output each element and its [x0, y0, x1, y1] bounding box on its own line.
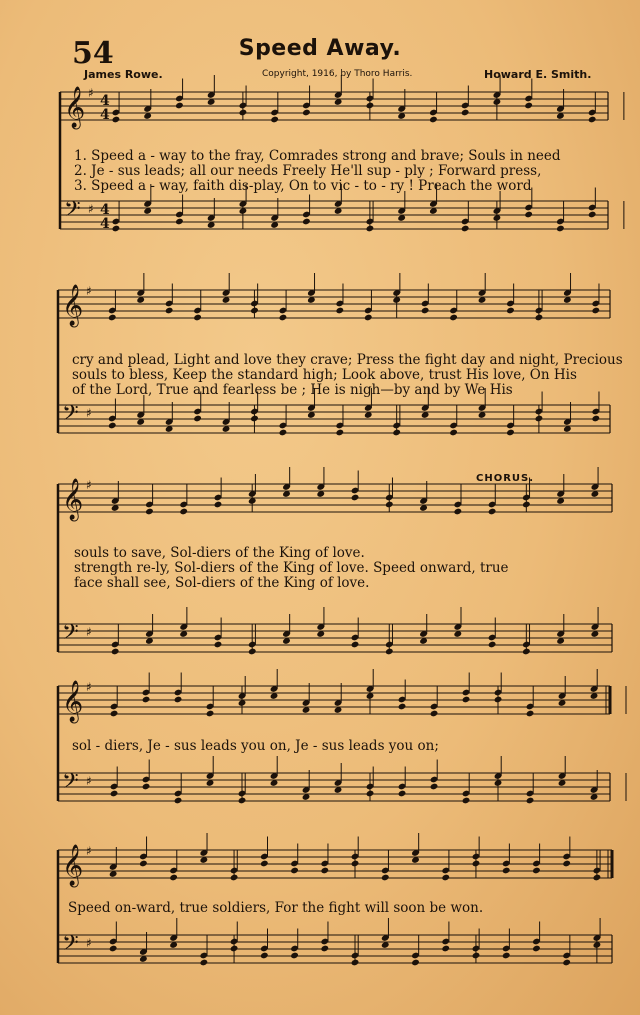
note-head	[562, 860, 571, 868]
note-head	[175, 218, 184, 226]
note-head	[488, 641, 497, 649]
time-signature: 4	[100, 93, 110, 109]
sharp-key-signature: ♯	[86, 936, 92, 950]
bass-clef: 𝄢	[62, 769, 79, 799]
note-head	[320, 867, 329, 875]
lyric-verse-2: 2. Je - sus leads; all our needs Freely He'll sup - ply ; Forward press,	[74, 163, 542, 179]
note-head	[562, 959, 571, 967]
note-head	[535, 415, 544, 423]
sharp-key-signature: ♯	[86, 844, 92, 858]
note-head	[108, 422, 117, 430]
note-head	[335, 307, 344, 315]
note-head	[462, 797, 471, 805]
note-head	[110, 790, 119, 798]
note-head	[250, 307, 259, 315]
note-head	[461, 225, 470, 233]
note-head	[174, 797, 183, 805]
note-head	[239, 109, 248, 117]
note-head	[453, 508, 462, 516]
bass-clef: 𝄢	[62, 401, 79, 431]
note-head	[174, 696, 183, 704]
note-head	[506, 307, 515, 315]
note-head	[165, 307, 174, 315]
lyricist-credit: James Rowe.	[84, 68, 163, 81]
lyric-chorus: sol - diers, Je - sus leads you on, Je - sus leads you on;	[72, 738, 439, 754]
copyright-notice: Copyright, 1916, by Thoro Harris.	[262, 69, 413, 79]
note-head	[108, 314, 117, 322]
note-head	[110, 710, 119, 718]
treble-clef: 𝄞	[64, 87, 86, 128]
note-head	[145, 508, 154, 516]
note-head	[206, 710, 215, 718]
note-head	[351, 860, 360, 868]
treble-clef: 𝄞	[62, 479, 84, 520]
lyric-verse-1: 1. Speed a - way to the fray, Comrades strong and brave; Souls in need	[74, 148, 561, 164]
note-head	[279, 429, 288, 437]
treble-clef: 𝄞	[62, 845, 84, 886]
lyric-verse-1: souls to save, Sol-diers of the King of love.	[74, 545, 365, 561]
note-head	[535, 314, 544, 322]
note-head	[175, 102, 184, 110]
hymn-number: 54	[72, 36, 114, 71]
note-head	[179, 508, 188, 516]
bass-clef: 𝄢	[64, 197, 81, 227]
chorus-label: CHORUS.	[476, 473, 535, 484]
note-head	[214, 501, 223, 509]
note-head	[429, 116, 438, 124]
note-head	[109, 945, 118, 953]
composer-credit: Howard E. Smith.	[484, 68, 592, 81]
note-head	[430, 710, 439, 718]
note-head	[238, 797, 247, 805]
note-head	[524, 211, 533, 219]
time-signature: 4	[100, 216, 110, 232]
note-head	[169, 874, 178, 882]
hymn-title: Speed Away.	[238, 36, 402, 61]
note-head	[522, 648, 531, 656]
note-head	[524, 102, 533, 110]
note-head	[193, 314, 202, 322]
note-head	[591, 415, 600, 423]
note-head	[488, 508, 497, 516]
note-head	[532, 945, 541, 953]
note-head	[522, 501, 531, 509]
note-head	[588, 116, 597, 124]
note-head	[441, 874, 450, 882]
bass-clef: 𝄢	[62, 620, 79, 650]
note-head	[472, 952, 481, 960]
note-head	[502, 867, 511, 875]
note-head	[366, 790, 375, 798]
note-head	[260, 952, 269, 960]
note-head	[230, 874, 239, 882]
note-head	[351, 641, 360, 649]
note-head	[112, 225, 121, 233]
note-head	[351, 959, 360, 967]
note-head	[398, 703, 407, 711]
note-head	[441, 945, 450, 953]
time-signature: 4	[100, 202, 110, 218]
note-head	[302, 109, 311, 117]
note-head	[526, 710, 535, 718]
time-signature: 4	[100, 107, 110, 123]
note-head	[421, 307, 430, 315]
note-head	[290, 952, 299, 960]
note-head	[260, 860, 269, 868]
sharp-key-signature: ♯	[86, 680, 92, 694]
note-head	[591, 307, 600, 315]
note-head	[556, 225, 565, 233]
note-head	[593, 874, 602, 882]
lyric-verse-1: cry and plead, Light and love they crave; Press the fight day and night, Precious	[72, 352, 623, 368]
lyric-verse-3: 3. Speed a - way, faith dis-play, On to vic - to - ry ! Preach the word	[74, 178, 532, 194]
note-head	[506, 429, 515, 437]
note-head	[385, 648, 394, 656]
note-head	[193, 415, 202, 423]
note-head	[335, 429, 344, 437]
note-head	[472, 860, 481, 868]
note-head	[250, 415, 259, 423]
note-head	[430, 783, 439, 791]
note-head	[502, 952, 511, 960]
note-head	[111, 648, 120, 656]
note-head	[462, 696, 471, 704]
note-head	[302, 218, 311, 226]
note-head	[398, 790, 407, 798]
note-head	[366, 102, 375, 110]
note-head	[351, 494, 360, 502]
note-head	[381, 874, 390, 882]
note-head	[142, 696, 151, 704]
lyric-verse-2: souls to bless, Keep the standard high; Look above, trust His love, On His	[72, 367, 577, 383]
note-head	[588, 211, 597, 219]
note-head	[392, 429, 401, 437]
lyric-verse-3: face shall see, Sol-diers of the King of love.	[74, 575, 370, 591]
note-head	[385, 501, 394, 509]
sharp-key-signature: ♯	[86, 284, 92, 298]
note-head	[279, 314, 288, 322]
note-head	[449, 314, 458, 322]
treble-clef: 𝄞	[62, 681, 84, 722]
note-head	[366, 225, 375, 233]
lyric-verse-2: strength re-ly, Sol-diers of the King of love. Speed onward, true	[74, 560, 509, 576]
note-head	[139, 860, 148, 868]
note-head	[532, 867, 541, 875]
treble-clef: 𝄞	[62, 285, 84, 326]
bass-clef: 𝄢	[62, 931, 79, 961]
sharp-key-signature: ♯	[86, 406, 92, 420]
note-head	[526, 797, 535, 805]
note-head	[200, 959, 209, 967]
note-head	[461, 109, 470, 117]
sharp-key-signature: ♯	[86, 625, 92, 639]
note-head	[248, 648, 257, 656]
sharp-key-signature: ♯	[88, 202, 94, 216]
note-head	[112, 116, 121, 124]
note-head	[270, 116, 279, 124]
note-head	[494, 696, 503, 704]
note-head	[290, 867, 299, 875]
sharp-key-signature: ♯	[86, 478, 92, 492]
note-head	[364, 314, 373, 322]
sharp-key-signature: ♯	[88, 86, 94, 100]
note-head	[411, 959, 420, 967]
note-head	[214, 641, 223, 649]
note-head	[449, 429, 458, 437]
sharp-key-signature: ♯	[86, 774, 92, 788]
note-head	[142, 783, 151, 791]
note-head	[230, 945, 239, 953]
lyric-verse-3: of the Lord, True and fearless be ; He is nigh—by and by We His	[72, 382, 513, 398]
note-head	[320, 945, 329, 953]
lyric-chorus: Speed on-ward, true soldiers, For the fight will soon be won.	[68, 900, 484, 916]
